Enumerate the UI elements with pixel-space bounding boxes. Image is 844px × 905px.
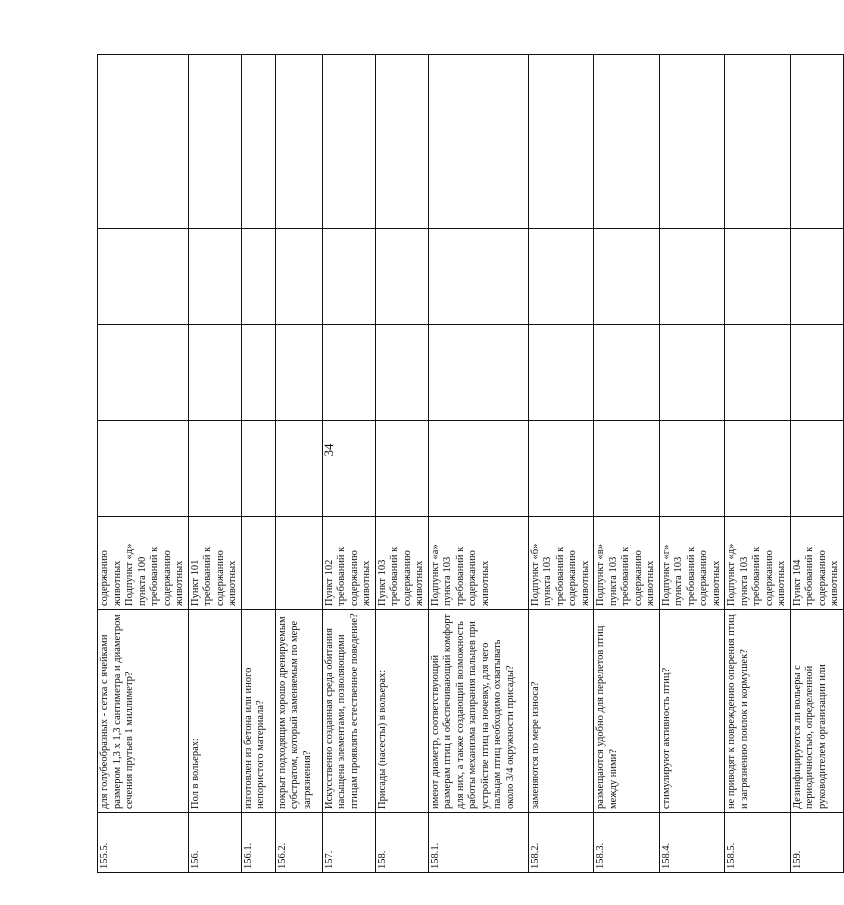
row-number-cell: 158.4.	[659, 813, 725, 873]
row-number-cell: 158.1.	[428, 813, 528, 873]
table-body	[98, 55, 844, 873]
reference-cell: Подпункт «д» пункта 103 требований к содержанию животных	[725, 517, 791, 610]
question-cell: Дезинфицируются ли вольеры с периодичностью, определенной руководителем организации или	[790, 610, 843, 813]
answer-no-cell	[241, 325, 275, 421]
question-cell: не приводят к повреждению оперения птиц и загрязнению поилок и кормушек?	[725, 610, 791, 813]
question-cell: имеют диаметр, соответствующий размерам птиц и обеспечивающий комфорт для них, а также создающий возможность работы механизма запирания пальцев при устройстве птиц на ночевку, для чего пальцам птиц необходимо охватывать около 3/4 окружности присады?	[428, 610, 528, 813]
answer-no-cell	[98, 325, 189, 421]
notes-cell	[428, 55, 528, 229]
answer-yes-cell	[790, 421, 843, 517]
notes-cell	[528, 55, 594, 229]
answer-no-cell	[428, 325, 528, 421]
requirements-table	[97, 54, 844, 873]
reference-cell	[241, 517, 275, 610]
reference-cell: Пункт 102 требований к содержанию животных	[322, 517, 375, 610]
table-row	[322, 55, 375, 873]
row-number-cell: 156.1.	[241, 813, 275, 873]
table-row	[188, 55, 241, 873]
table-row	[725, 55, 791, 873]
answer-no-cell	[188, 325, 241, 421]
row-number-cell: 158.	[375, 813, 428, 873]
question-cell: Пол в вольерах:	[188, 610, 241, 813]
not-applicable-cell	[188, 229, 241, 325]
answer-no-cell	[322, 325, 375, 421]
not-applicable-cell	[725, 229, 791, 325]
table-row	[98, 55, 189, 873]
reference-cell: Подпункт «г» пункта 103 требований к содержанию животных	[659, 517, 725, 610]
notes-cell	[241, 55, 275, 229]
answer-yes-cell	[322, 421, 375, 517]
answer-no-cell	[594, 325, 660, 421]
question-cell: изготовлен из бетона или иного непористого материала?	[241, 610, 275, 813]
row-number-cell: 158.3.	[594, 813, 660, 873]
table-row	[659, 55, 725, 873]
table-row	[594, 55, 660, 873]
question-cell: для голубеобразных - сетка с ячейками размером 1,3 х 1,3 сантиметра и диаметром сечения прутьев 1 миллиметр?	[98, 610, 189, 813]
table-row	[375, 55, 428, 873]
answer-no-cell	[275, 325, 322, 421]
notes-cell	[725, 55, 791, 229]
reference-cell	[275, 517, 322, 610]
answer-no-cell	[790, 325, 843, 421]
answer-yes-cell	[528, 421, 594, 517]
row-number-cell: 157.	[322, 813, 375, 873]
answer-no-cell	[659, 325, 725, 421]
table-row	[528, 55, 594, 873]
not-applicable-cell	[594, 229, 660, 325]
answer-yes-cell	[275, 421, 322, 517]
answer-yes-cell	[659, 421, 725, 517]
not-applicable-cell	[241, 229, 275, 325]
question-cell: покрыт подходящим хорошо дренируемым субстратом, который заменяемым по мере загрязнения?	[275, 610, 322, 813]
table-row	[241, 55, 275, 873]
question-cell: заменяются по мере износа?	[528, 610, 594, 813]
answer-yes-cell	[725, 421, 791, 517]
reference-cell: Подпункт «б» пункта 103 требований к содержанию животных	[528, 517, 594, 610]
reference-cell: содержанию животных Подпункт «д» пункта 100 требований к содержанию животных	[98, 517, 189, 610]
question-cell: размещаются удобно для перелетов птиц между ними?	[594, 610, 660, 813]
not-applicable-cell	[98, 229, 189, 325]
not-applicable-cell	[322, 229, 375, 325]
answer-yes-cell	[375, 421, 428, 517]
answer-no-cell	[528, 325, 594, 421]
question-cell: Искусственно созданная среда обитания насыщена элементами, позволяющими птицам проявлять естественное поведение?	[322, 610, 375, 813]
reference-cell: Пункт 101 требований к содержанию животных	[188, 517, 241, 610]
table-row	[790, 55, 843, 873]
notes-cell	[322, 55, 375, 229]
notes-cell	[275, 55, 322, 229]
not-applicable-cell	[528, 229, 594, 325]
page-number: 34	[321, 443, 336, 457]
not-applicable-cell	[659, 229, 725, 325]
not-applicable-cell	[428, 229, 528, 325]
notes-cell	[375, 55, 428, 229]
rotated-table-wrapper	[97, 55, 840, 873]
notes-cell	[659, 55, 725, 229]
row-number-cell: 156.	[188, 813, 241, 873]
answer-yes-cell	[98, 421, 189, 517]
question-cell: Присады (насесты) в вольерах:	[375, 610, 428, 813]
not-applicable-cell	[275, 229, 322, 325]
row-number-cell: 158.2.	[528, 813, 594, 873]
table-row	[428, 55, 528, 873]
notes-cell	[790, 55, 843, 229]
reference-cell: Подпункт «в» пункта 103 требований к содержанию животных	[594, 517, 660, 610]
answer-no-cell	[375, 325, 428, 421]
answer-yes-cell	[188, 421, 241, 517]
notes-cell	[188, 55, 241, 229]
answer-yes-cell	[594, 421, 660, 517]
row-number-cell: 158.5.	[725, 813, 791, 873]
row-number-cell: 156.2.	[275, 813, 322, 873]
notes-cell	[98, 55, 189, 229]
answer-yes-cell	[241, 421, 275, 517]
question-cell: стимулируют активность птиц?	[659, 610, 725, 813]
answer-yes-cell	[428, 421, 528, 517]
not-applicable-cell	[790, 229, 843, 325]
row-number-cell: 155.5.	[98, 813, 189, 873]
reference-cell: Подпункт «а» пункта 103 требований к содержанию животных	[428, 517, 528, 610]
notes-cell	[594, 55, 660, 229]
table-row	[275, 55, 322, 873]
answer-no-cell	[725, 325, 791, 421]
row-number-cell: 159.	[790, 813, 843, 873]
reference-cell: Пункт 104 требований к содержанию животных	[790, 517, 843, 610]
not-applicable-cell	[375, 229, 428, 325]
reference-cell: Пункт 103 требований к содержанию животных	[375, 517, 428, 610]
